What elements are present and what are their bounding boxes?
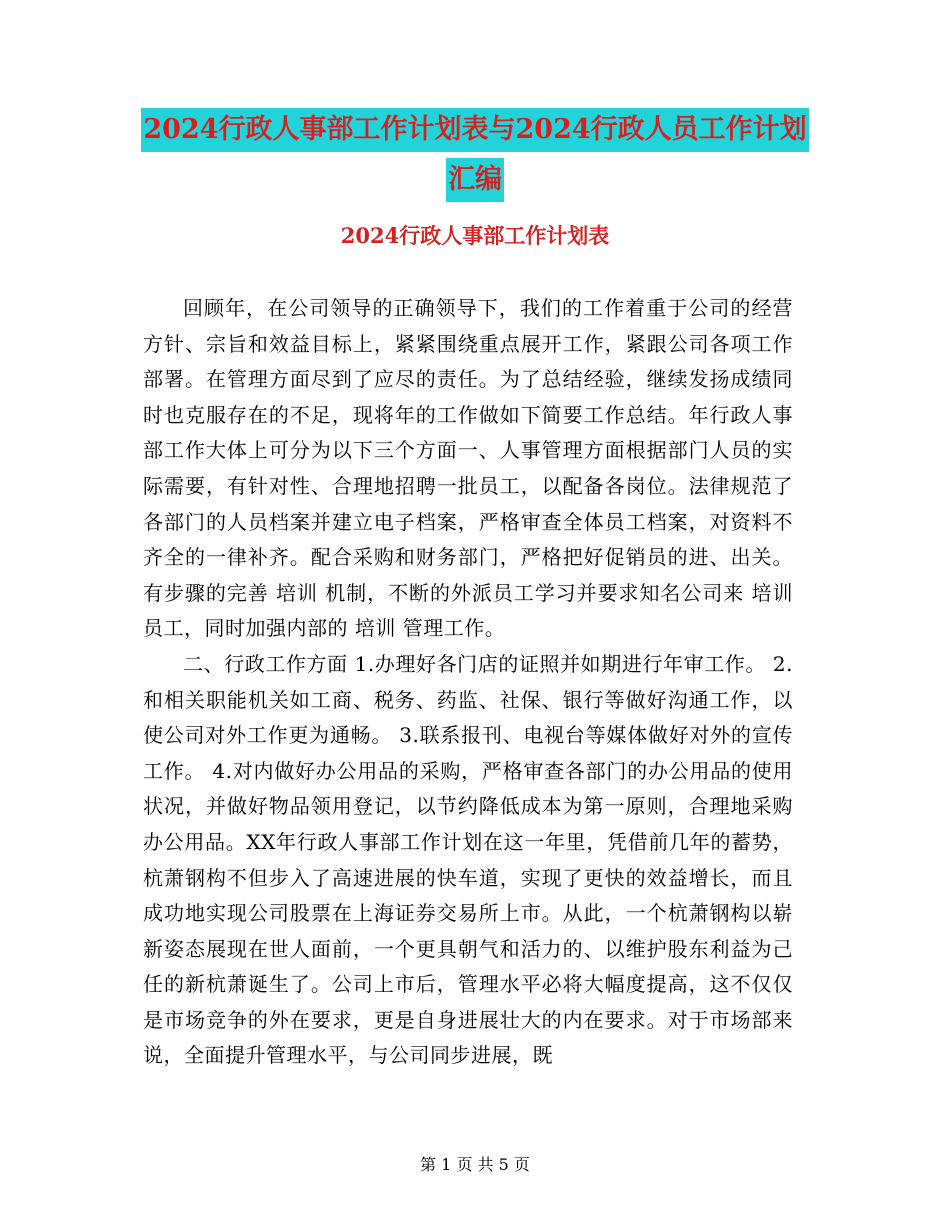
section-title: 2024行政人事部工作计划表 bbox=[340, 223, 610, 248]
title-line-2: 汇编 bbox=[446, 158, 504, 202]
paragraph: 二、行政工作方面 1.办理好各门店的证照并如期进行年审工作。 2.和相关职能机关如工商、税务、药监、社保、银行等做好沟通工作，以使公司对外工作更为通畅。 3.联系报刊、电视台等媒体做好对外的宣传工作。 4.对内做好办公用品的采购，严格审查各部门的办公用品的使用状况，并做好物品领用登记，以节约降低成本为第一原则，合理地采购办公用品。XX年行政人事部工作计划在这一年里，凭借前几年的蓄势，杭萧钢构不但步入了高速进展的快车道，实现了更快的效益增长，而且成功地实现公司股票在上海证券交易所上市。从此，一个杭萧钢构以崭新姿态展现在世人面前，一个更具朝气和活力的、以维护股东利益为己任的新杭萧诞生了。公司上市后，管理水平必将大幅度提高，这不仅仅是市场竞争的外在要求，更是自身进展壮大的内在要求。对于市场部来说，全面提升管理水平，与公司同步进展，既 bbox=[143, 651, 793, 1068]
document-title bbox=[0, 108, 950, 202]
paragraph: 回顾年，在公司领导的正确领导下，我们的工作着重于公司的经营方针、宗旨和效益目标上，紧紧围绕重点展开工作，紧跟公司各项工作部署。在管理方面尽到了应尽的责任。为了总结经验，继续发扬成绩同时也克服存在的不足，现将年的工作做如下简要工作总结。年行政人事部工作大体上可分为以下三个方面一、人事管理方面根据部门人员的实际需要，有针对性、合理地招聘一批员工，以配备各岗位。法律规范了各部门的人员档案并建立电子档案，严格审查全体员工档案，对资料不齐全的一律补齐。配合采购和财务部门，严格把好促销员的进、出关。有步骤的完善 培训 机制，不断的外派员工学习并要求知名公司来 培训 员工，同时加强内部的 培训 管理工作。 bbox=[143, 296, 793, 641]
page-footer: 第 1 页 共 5 页 bbox=[420, 1155, 530, 1174]
body-text bbox=[143, 291, 793, 1074]
title-line-1: 2024行政人事部工作计划表与2024行政人员工作计划 bbox=[141, 108, 808, 152]
